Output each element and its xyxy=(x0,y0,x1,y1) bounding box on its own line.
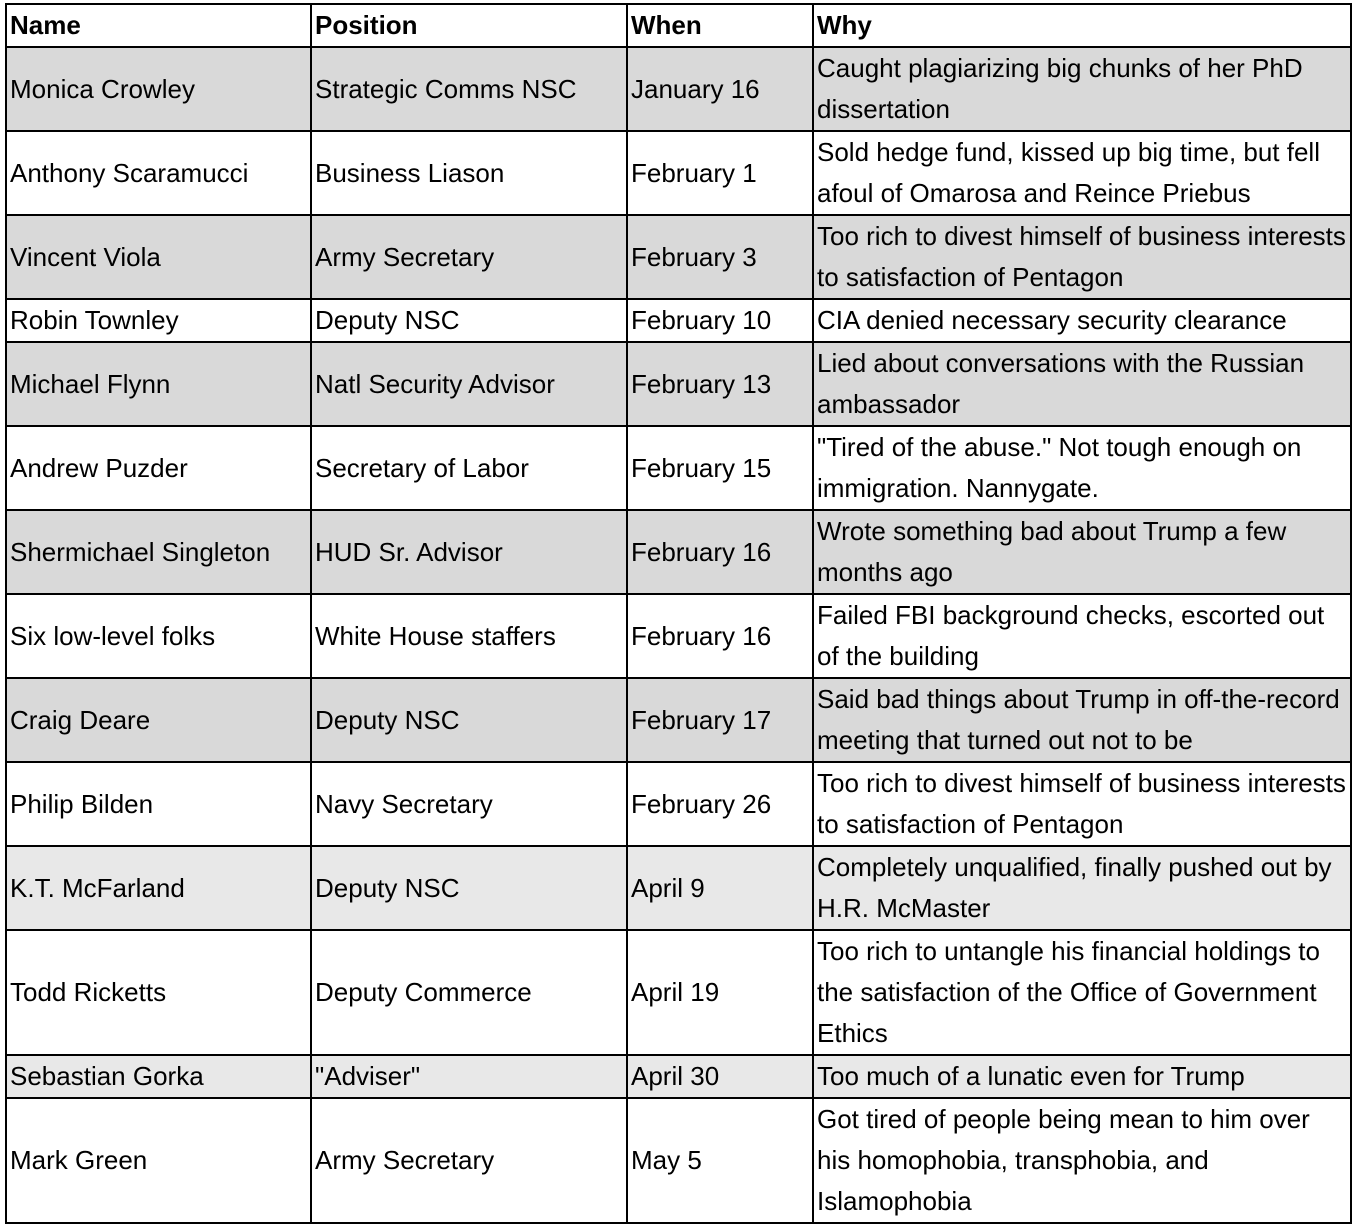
cell-when: April 19 xyxy=(627,930,813,1055)
table-row xyxy=(6,846,1351,930)
table-row xyxy=(6,930,1351,1055)
table-row xyxy=(6,426,1351,510)
cell-position: Navy Secretary xyxy=(311,762,627,846)
cell-name: Vincent Viola xyxy=(6,215,311,299)
cell-why: Completely unqualified, finally pushed out by H.R. McMaster xyxy=(813,846,1351,930)
cell-when: February 1 xyxy=(627,131,813,215)
cell-position: Army Secretary xyxy=(311,1098,627,1223)
cell-why: Said bad things about Trump in off-the-record meeting that turned out not to be xyxy=(813,678,1351,762)
cell-name: Michael Flynn xyxy=(6,342,311,426)
table-row xyxy=(6,342,1351,426)
cell-position: Army Secretary xyxy=(311,215,627,299)
cell-position: Business Liason xyxy=(311,131,627,215)
cell-name: Sebastian Gorka xyxy=(6,1055,311,1098)
table-row xyxy=(6,678,1351,762)
table-row xyxy=(6,131,1351,215)
cell-why: Got tired of people being mean to him over his homophobia, transphobia, and Islamophobia xyxy=(813,1098,1351,1223)
cell-position: Deputy NSC xyxy=(311,846,627,930)
cell-name: K.T. McFarland xyxy=(6,846,311,930)
cell-name: Six low-level folks xyxy=(6,594,311,678)
cell-name: Philip Bilden xyxy=(6,762,311,846)
cell-when: February 16 xyxy=(627,510,813,594)
cell-position: Deputy Commerce xyxy=(311,930,627,1055)
cell-why: Sold hedge fund, kissed up big time, but fell afoul of Omarosa and Reince Priebus xyxy=(813,131,1351,215)
table-row xyxy=(6,215,1351,299)
cell-when: January 16 xyxy=(627,47,813,131)
cell-name: Todd Ricketts xyxy=(6,930,311,1055)
cell-why: Too much of a lunatic even for Trump xyxy=(813,1055,1351,1098)
cell-why: "Tired of the abuse." Not tough enough on immigration. Nannygate. xyxy=(813,426,1351,510)
cell-when: February 3 xyxy=(627,215,813,299)
cell-position: White House staffers xyxy=(311,594,627,678)
cell-when: February 26 xyxy=(627,762,813,846)
cell-why: CIA denied necessary security clearance xyxy=(813,299,1351,342)
cell-why: Too rich to divest himself of business interests to satisfaction of Pentagon xyxy=(813,762,1351,846)
header-why: Why xyxy=(813,4,1351,47)
cell-when: April 30 xyxy=(627,1055,813,1098)
cell-why: Failed FBI background checks, escorted out of the building xyxy=(813,594,1351,678)
departures-table xyxy=(5,3,1352,1224)
cell-name: Andrew Puzder xyxy=(6,426,311,510)
table-row xyxy=(6,47,1351,131)
table-row xyxy=(6,1055,1351,1098)
header-when: When xyxy=(627,4,813,47)
cell-position: HUD Sr. Advisor xyxy=(311,510,627,594)
header-row xyxy=(6,4,1351,47)
cell-name: Robin Townley xyxy=(6,299,311,342)
cell-position: Secretary of Labor xyxy=(311,426,627,510)
cell-when: May 5 xyxy=(627,1098,813,1223)
cell-when: February 17 xyxy=(627,678,813,762)
table-row xyxy=(6,510,1351,594)
header-name: Name xyxy=(6,4,311,47)
cell-name: Mark Green xyxy=(6,1098,311,1223)
cell-when: April 9 xyxy=(627,846,813,930)
cell-position: "Adviser" xyxy=(311,1055,627,1098)
cell-why: Wrote something bad about Trump a few months ago xyxy=(813,510,1351,594)
cell-when: February 16 xyxy=(627,594,813,678)
header-position: Position xyxy=(311,4,627,47)
cell-why: Too rich to divest himself of business interests to satisfaction of Pentagon xyxy=(813,215,1351,299)
table-row xyxy=(6,1098,1351,1223)
cell-position: Deputy NSC xyxy=(311,678,627,762)
cell-why: Too rich to untangle his financial holdings to the satisfaction of the Office of Government Ethics xyxy=(813,930,1351,1055)
cell-why: Caught plagiarizing big chunks of her PhD dissertation xyxy=(813,47,1351,131)
cell-position: Strategic Comms NSC xyxy=(311,47,627,131)
table-row xyxy=(6,594,1351,678)
cell-name: Monica Crowley xyxy=(6,47,311,131)
table-row xyxy=(6,762,1351,846)
cell-name: Craig Deare xyxy=(6,678,311,762)
cell-when: February 10 xyxy=(627,299,813,342)
cell-name: Anthony Scaramucci xyxy=(6,131,311,215)
cell-why: Lied about conversations with the Russian ambassador xyxy=(813,342,1351,426)
cell-name: Shermichael Singleton xyxy=(6,510,311,594)
cell-when: February 13 xyxy=(627,342,813,426)
cell-position: Natl Security Advisor xyxy=(311,342,627,426)
cell-position: Deputy NSC xyxy=(311,299,627,342)
cell-when: February 15 xyxy=(627,426,813,510)
table-row xyxy=(6,299,1351,342)
